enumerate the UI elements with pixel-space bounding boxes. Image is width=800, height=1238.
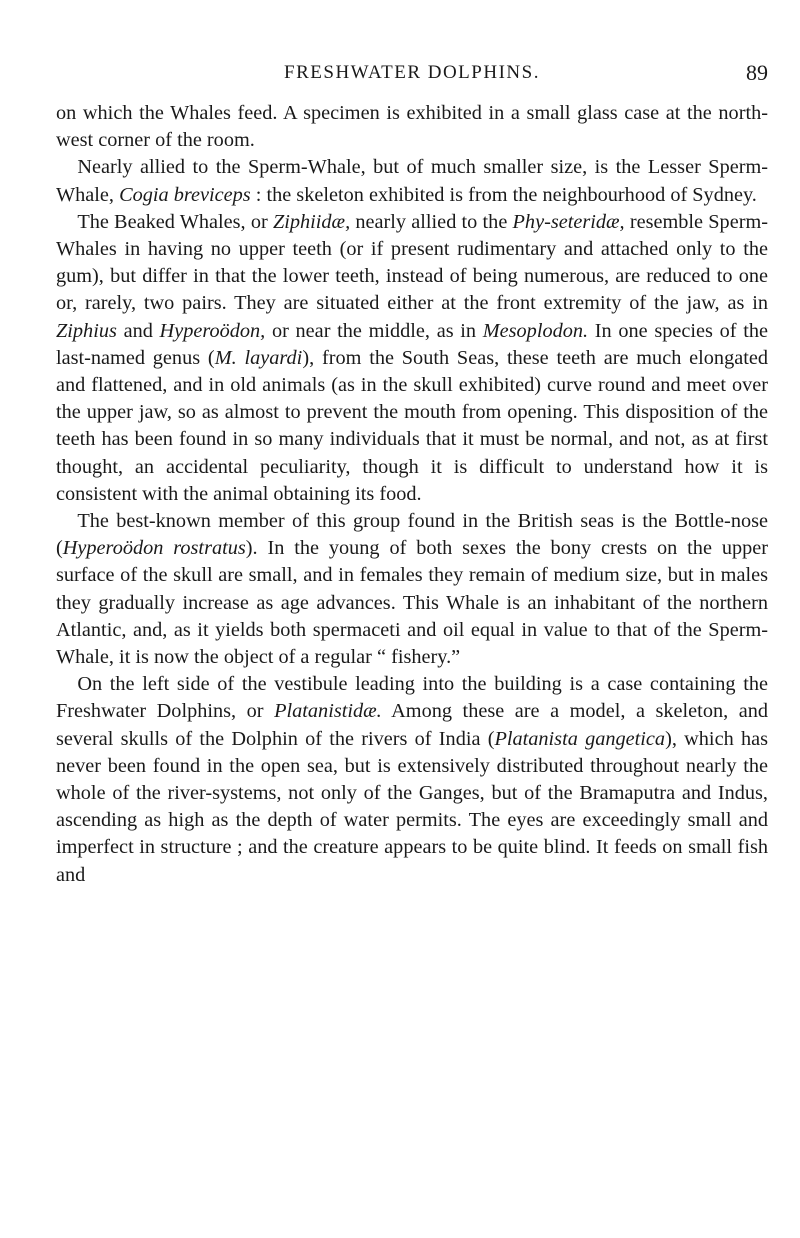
paragraph-4	[56, 508, 768, 671]
paragraph-3-text-c: nearly allied to the	[350, 210, 513, 233]
paragraph-3-text-k: In one species of the last-named genus (	[56, 319, 768, 369]
running-title: FRESHWATER DOLPHINS.	[284, 62, 540, 83]
paragraph-4-text-c: ). In the young of both sexes the bony crests on the upper surface of the skull are small, and in females they remain of medium size, but in males they gradually increase as age advances. This Whale is an inhabitant of the northern Atlantic, and, as it yields both spermaceti and oil equal in value to that of the Sperm-Whale, it is now the object of a regular “ fishery.”	[56, 537, 768, 669]
paragraph-5-text-c: Among these are a model, a skeleton, and several skulls of the Dolphin of the rivers of India (	[56, 700, 768, 750]
paragraph-3-text-a: The Beaked Whales, or	[77, 210, 273, 233]
paragraph-3-text-e: resemble Sperm-Whales in having no upper teeth (or if present rudimentary and attached only to the gum), but differ in that the lower teeth, instead of being numerous, are reduced to one or, rarely, two pairs. They are situated either at the front extremity of the jaw, as in	[56, 210, 768, 315]
species-name-layardi: M. layardi	[214, 346, 303, 369]
paragraph-3-text-m: ), from the South Seas, these teeth are much elongated and flattened, and in old animals (as in the skull exhibited) curve round and meet over the upper jaw, so as almost to prevent the mouth from opening. This disposition of the teeth has been found in so many individuals that it must be normal, and not, as at first thought, an accidental peculiarity, though it is difficult to understand how it is consistent with the animal obtaining its food.	[56, 346, 768, 505]
book-page	[56, 60, 768, 889]
genus-name-mesoplodon: Mesoplodon.	[482, 319, 589, 342]
paragraph-2-text-a: Nearly allied to the Sperm-Whale, but of much smaller size, is the Lesser Sperm-Whale,	[56, 156, 768, 206]
family-name-ziphiidae: Ziphiidæ,	[272, 210, 351, 233]
paragraph-3-text-i: or near the middle, as in	[265, 319, 483, 342]
family-name-physeteridae: Phy-seteridæ,	[512, 210, 625, 233]
running-head	[56, 60, 768, 88]
species-name-rostratus: Hyperoödon rostratus	[62, 537, 246, 560]
paragraph-2-text-c: : the skeleton exhibited is from the neighbourhood of Sydney.	[250, 183, 757, 206]
genus-name-hyperoodon: Hyperoödon,	[159, 319, 266, 342]
paragraph-5-text-e: ), which has never been found in the open sea, but is extensively distributed throughout nearly the whole of the river-systems, not only of the Ganges, but of the Bramaputra and Indus, ascending as high as the depth of water permits. The eyes are exceedingly small and imperfect in structure ; and the creature appears to be quite blind. It feeds on small fish and	[56, 727, 768, 886]
species-name-cogia: Cogia breviceps	[119, 183, 251, 206]
paragraph-5	[56, 671, 768, 889]
paragraph-5-text-a: On the left side of the vestibule leading into the building is a case containing the Freshwater Dolphins, or	[56, 673, 768, 723]
body-text	[56, 100, 768, 889]
species-name-gangetica: Platanista gangetica	[494, 727, 666, 750]
genus-name-ziphius: Ziphius	[56, 319, 117, 342]
paragraph-3	[56, 209, 768, 508]
page-number: 89	[746, 60, 768, 85]
paragraph-1-text: on which the Whales feed. A specimen is exhibited in a small glass case at the north-west corner of the room.	[56, 102, 768, 152]
paragraph-4-text-a: The best-known member of this group found in the British seas is the Bottle-nose (	[56, 510, 768, 560]
family-name-platanistidae: Platanistidæ.	[274, 700, 382, 723]
paragraph-2	[56, 154, 768, 208]
paragraph-1	[56, 100, 768, 154]
paragraph-3-text-g: and	[116, 319, 160, 342]
